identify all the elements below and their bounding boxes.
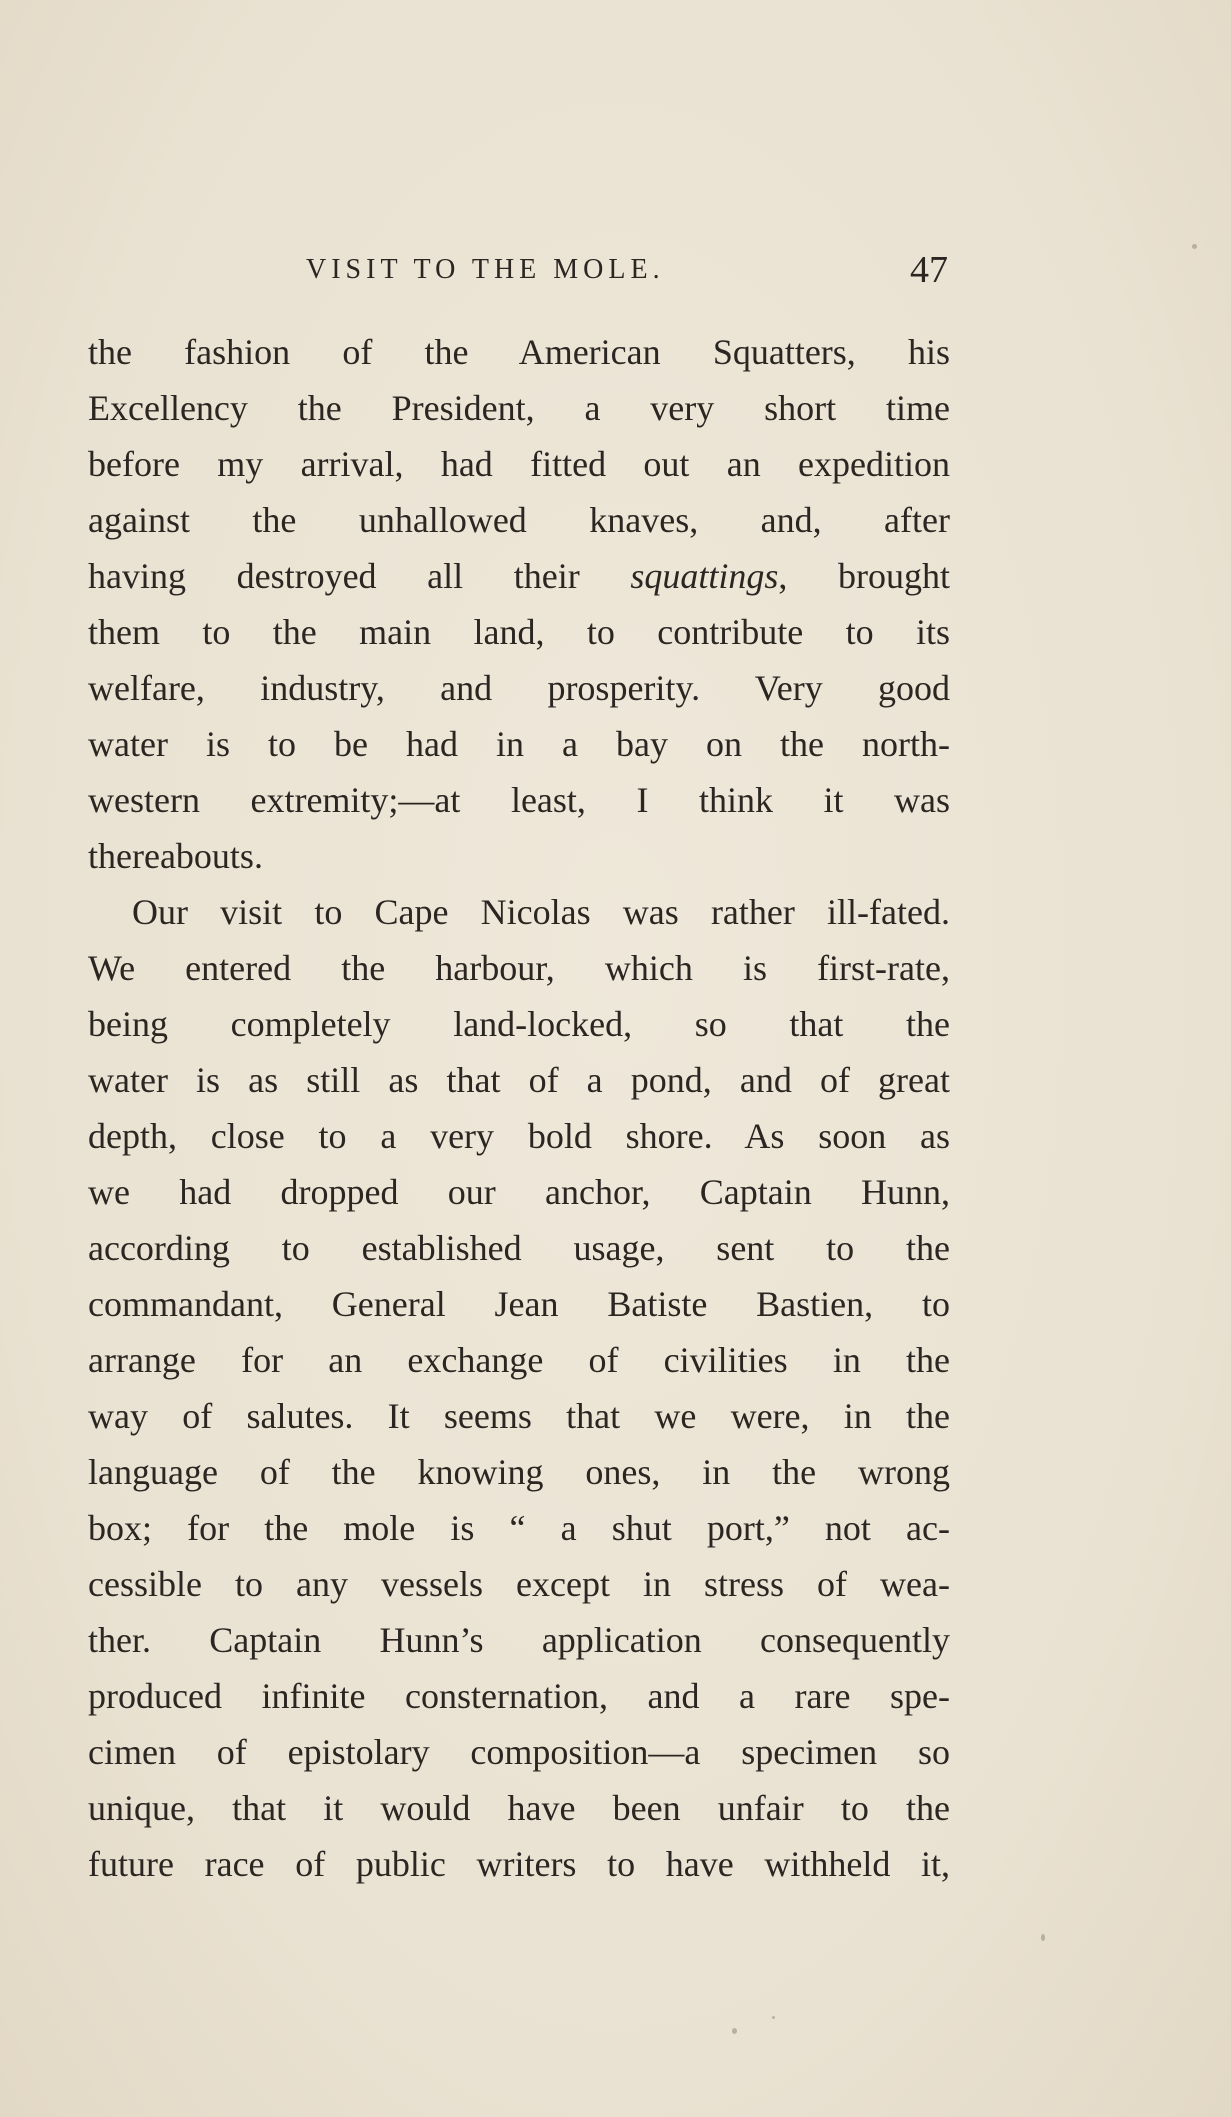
page-number: 47 <box>910 249 948 291</box>
italic-word: squattings <box>630 556 779 596</box>
text-line: water is to be had in a bay on the north- <box>88 724 950 764</box>
text-line: way of salutes. It seems that we were, in the <box>88 1396 950 1436</box>
text-line: according to established usage, sent to the <box>88 1228 950 1268</box>
text-line: ther. Captain Hunn’s application consequently <box>88 1620 950 1660</box>
body-text <box>88 324 950 1892</box>
text-line: language of the knowing ones, in the wrong <box>88 1452 950 1492</box>
text-line <box>88 548 950 604</box>
paper-speck <box>772 2016 775 2019</box>
text-line: water is as still as that of a pond, and of great <box>88 1060 950 1100</box>
page-header <box>88 248 948 298</box>
paper-speck <box>1192 244 1197 249</box>
text-span: having destroyed all their <box>88 556 631 596</box>
text-line: unique, that it would have been unfair to the <box>88 1788 950 1828</box>
text-line: cimen of epistolary composition—a specimen so <box>88 1732 950 1772</box>
text-line: future race of public writers to have withheld it, <box>88 1844 950 1884</box>
text-line: before my arrival, had fitted out an expedition <box>88 444 950 484</box>
paper-speck <box>1041 1934 1045 1941</box>
text-line: against the unhallowed knaves, and, after <box>88 500 950 540</box>
text-line: welfare, industry, and prosperity. Very good <box>88 668 950 708</box>
text-line: commandant, General Jean Batiste Bastien, to <box>88 1284 950 1324</box>
text-line: the fashion of the American Squatters, his <box>88 332 950 372</box>
paper-speck <box>732 2028 737 2034</box>
text-line: depth, close to a very bold shore. As soon as <box>88 1116 950 1156</box>
text-line: produced infinite consternation, and a rare spe- <box>88 1676 950 1716</box>
running-head: VISIT TO THE MOLE. <box>306 254 665 285</box>
text-line: We entered the harbour, which is first-rate, <box>88 948 950 988</box>
text-line: being completely land-locked, so that the <box>88 1004 950 1044</box>
text-line: arrange for an exchange of civilities in the <box>88 1340 950 1380</box>
text-line: we had dropped our anchor, Captain Hunn, <box>88 1172 950 1212</box>
text-line: Excellency the President, a very short time <box>88 388 950 428</box>
text-line: Our visit to Cape Nicolas was rather ill-fated. <box>132 892 950 932</box>
text-line: them to the main land, to contribute to its <box>88 612 950 652</box>
text-span: , brought <box>778 556 950 596</box>
text-line: cessible to any vessels except in stress of wea- <box>88 1564 950 1604</box>
text-line: box; for the mole is “ a shut port,” not ac- <box>88 1508 950 1548</box>
text-line: thereabouts. <box>88 836 263 876</box>
text-line: western extremity;—at least, I think it was <box>88 780 950 820</box>
